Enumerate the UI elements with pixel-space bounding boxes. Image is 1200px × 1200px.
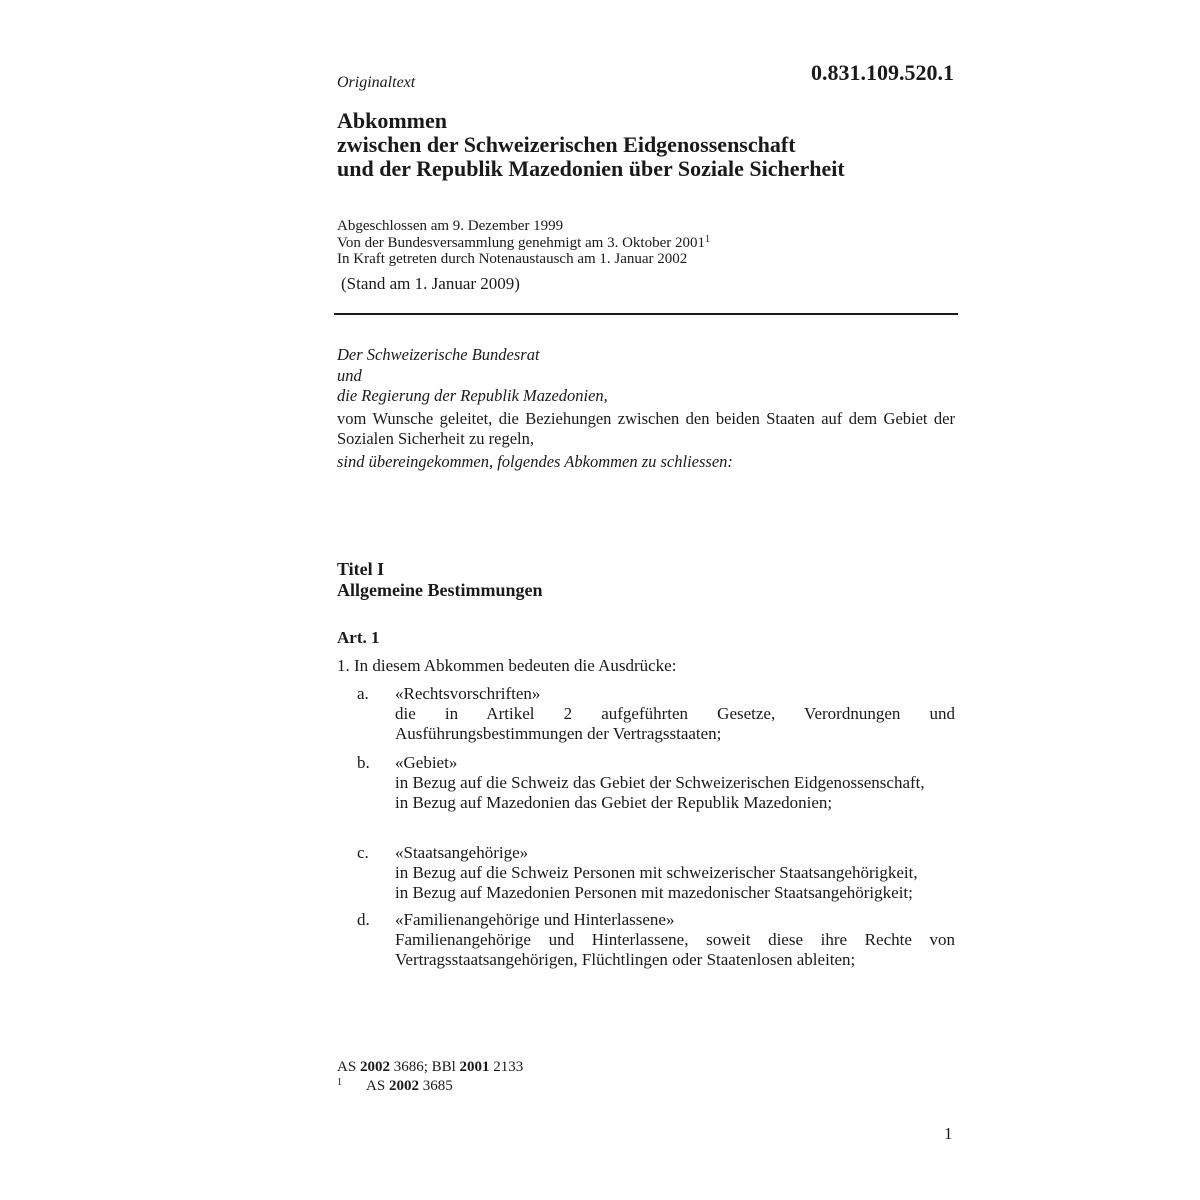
horizontal-rule	[334, 313, 958, 315]
definition-text: in Bezug auf die Schweiz Personen mit schweizerischer Staatsangehörigkeit,	[395, 863, 918, 882]
definition-term: «Rechtsvorschriften»	[395, 684, 541, 703]
definition-text: in Bezug auf die Schweiz das Gebiet der Schweizerischen Eidgenossenschaft,	[395, 773, 925, 792]
titel-number: Titel I	[337, 559, 385, 579]
definition-term: «Staatsangehörige»	[395, 843, 529, 862]
stand-date: (Stand am 1. Januar 2009)	[341, 274, 520, 293]
item-letter: d.	[357, 910, 370, 929]
conjunction: und	[337, 365, 362, 385]
title-line-3: und der Republik Mazedonien über Soziale Sicherheit	[337, 156, 845, 181]
definition-item	[357, 684, 955, 744]
item-letter: b.	[357, 753, 370, 772]
document-title	[337, 109, 957, 181]
titel-name: Allgemeine Bestimmungen	[337, 580, 543, 600]
approved-date: Von der Bundesversammlung genehmigt am 3. Oktober 2001$^1$	[337, 233, 710, 251]
definition-item	[357, 910, 955, 970]
footnote-ref-1[interactable]: 1	[705, 233, 710, 245]
preamble-agreed: sind übereingekommen, folgendes Abkommen zu schliessen:	[337, 451, 733, 471]
page-number: 1	[944, 1124, 953, 1143]
preamble	[337, 345, 955, 472]
definition-text: die in Artikel 2 aufgeführten Gesetze, Verordnungen und Ausführungsbestimmungen der Vertragsstaaten;	[395, 704, 955, 743]
definition-text: Familienangehörige und Hinterlassene, soweit diese ihre Rechte von Vertragsstaatsangehörigen, Flüchtlingen oder Staatenlosen ableiten;	[395, 930, 955, 969]
section-heading	[337, 559, 542, 601]
sr-number: 0.831.109.520.1	[811, 60, 954, 85]
item-letter: c.	[357, 843, 369, 862]
originaltext-label: Originaltext	[337, 74, 416, 91]
definition-text: in Bezug auf Mazedonien das Gebiet der Republik Mazedonien;	[395, 793, 833, 812]
preamble-desire: vom Wunsche geleitet, die Beziehungen zwischen den beiden Staaten auf dem Gebiet der Sozialen Sicherheit zu regeln,	[337, 408, 955, 448]
in-force-date: In Kraft getreten durch Notenaustausch am 1. Januar 2002	[337, 251, 688, 267]
item-letter: a.	[357, 684, 369, 703]
source-reference: AS 2002 3686; BBl 2001 2133	[337, 1059, 524, 1075]
title-line-2: zwischen der Schweizerischen Eidgenossenschaft	[337, 132, 796, 157]
party-2: die Regierung der Republik Mazedonien,	[337, 386, 608, 405]
footnotes	[337, 1058, 523, 1096]
definition-text: in Bezug auf Mazedonien Personen mit mazedonischer Staatsangehörigkeit;	[395, 883, 913, 902]
definition-item	[357, 753, 955, 813]
party-1: Der Schweizerische Bundesrat	[337, 345, 540, 364]
article-heading: Art. 1	[337, 628, 380, 647]
definition-item	[357, 843, 955, 903]
definition-term: «Familienangehörige und Hinterlassene»	[395, 910, 675, 929]
document-meta	[337, 218, 957, 268]
article-intro: 1. In diesem Abkommen bedeuten die Ausdrücke:	[337, 656, 677, 675]
concluded-date: Abgeschlossen am 9. Dezember 1999	[337, 218, 564, 234]
footnote-marker: 1	[337, 1077, 342, 1088]
definition-term: «Gebiet»	[395, 753, 458, 772]
title-line-1: Abkommen	[337, 108, 448, 133]
footnote-1: $^1$ AS 2002 3685	[337, 1077, 453, 1094]
